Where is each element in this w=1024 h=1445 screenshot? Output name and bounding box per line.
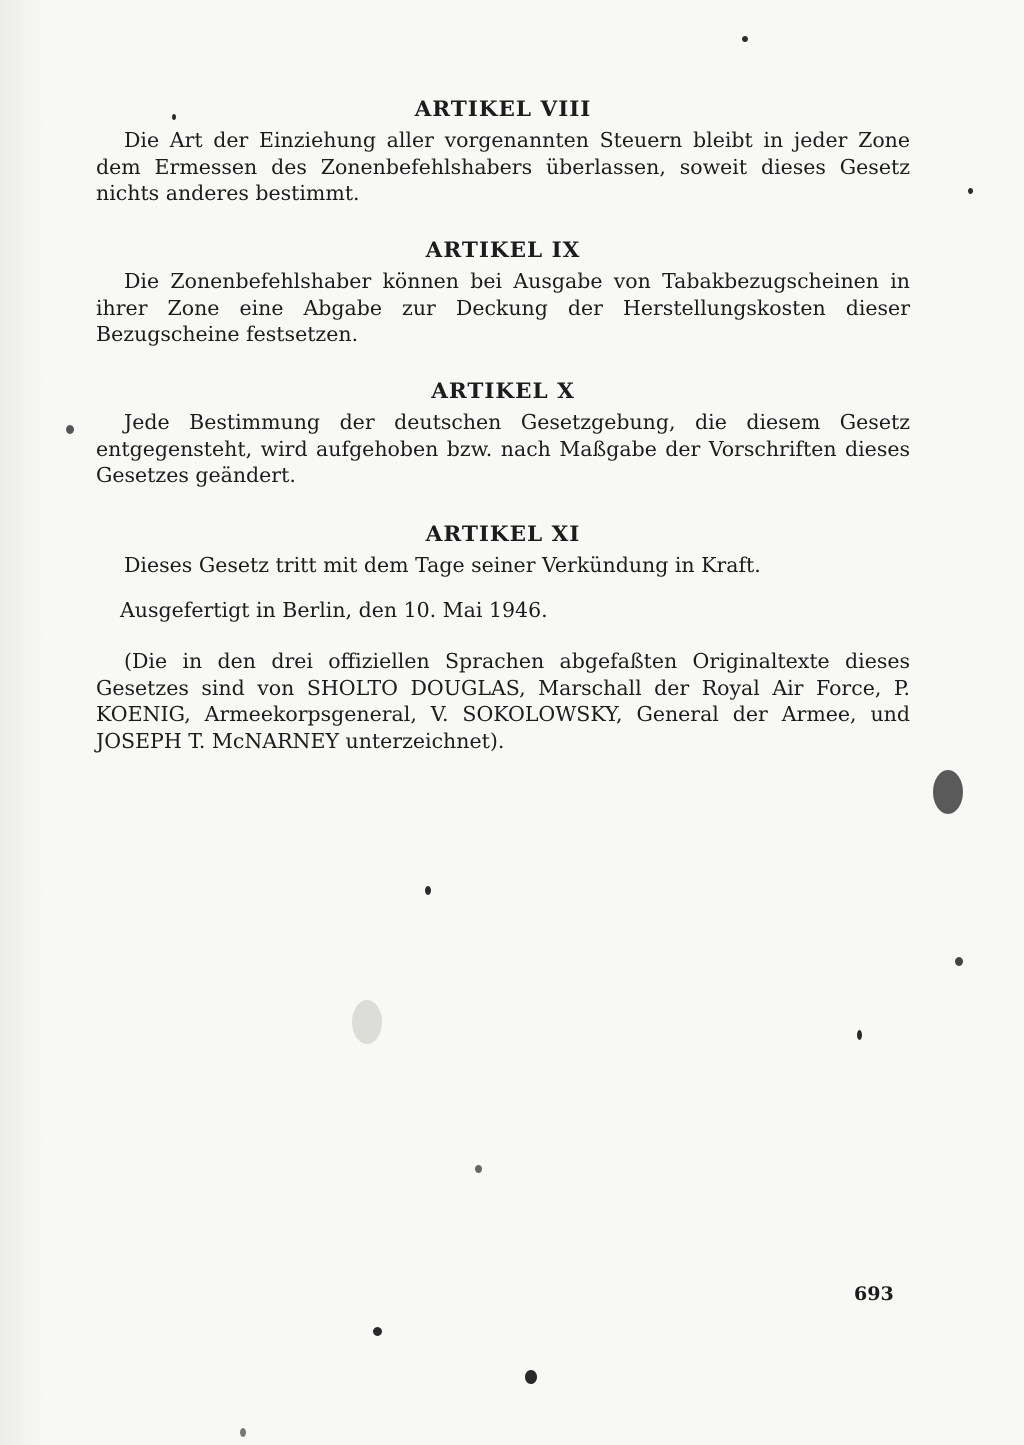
scan-speck	[742, 36, 748, 42]
article-heading: ARTIKEL VIII	[414, 97, 592, 122]
article-text: Die Zonenbefehlshaber können bei Ausgabe von Tabakbezugscheinen in ihrer Zone eine Abgabe zur Deckung der Herstellungskosten dieser Bezugscheine festsetzen.	[96, 269, 910, 346]
scan-edge-shadow	[0, 0, 46, 1445]
article-text: Dieses Gesetz tritt mit dem Tage seiner Verkündung in Kraft.	[124, 553, 761, 577]
article-heading: ARTIKEL XI	[425, 522, 581, 547]
article-viii	[96, 93, 910, 207]
scan-speck	[968, 188, 973, 194]
signatories-note	[96, 648, 910, 754]
scan-speck	[66, 425, 74, 434]
scan-speck	[525, 1370, 537, 1384]
page-number: 693	[854, 1283, 894, 1305]
article-x	[96, 375, 910, 489]
scan-stain	[933, 770, 963, 814]
article-xi	[96, 518, 910, 579]
article-heading: ARTIKEL IX	[425, 238, 581, 263]
article-text: Jede Bestimmung der deutschen Gesetzgebung, die diesem Gesetz entgegensteht, wird aufgehoben bzw. nach Maßgabe der Vorschriften dieses Gesetzes geändert.	[96, 410, 910, 487]
article-heading: ARTIKEL X	[431, 379, 575, 404]
article-text: Die Art der Einziehung aller vorgenannten Steuern bleibt in jeder Zone dem Ermessen des Zonenbefehlshabers überlassen, soweit dieses Gesetz nichts anderes bestimmt.	[96, 128, 910, 205]
scan-speck	[955, 957, 963, 966]
issue-date-line: Ausgefertigt in Berlin, den 10. Mai 1946.	[120, 598, 548, 622]
scan-speck	[172, 114, 176, 120]
note-text: (Die in den drei offiziellen Sprachen abgefaßten Originaltexte dieses Gesetzes sind von SHOLTO DOUGLAS, Marschall der Royal Air Force, P. KOENIG, Armeekorpsgeneral, V. SOKOLOWSKY, General der Armee, und JOSEPH T. McNARNEY unterzeichnet).	[96, 649, 910, 753]
scan-speck	[373, 1327, 382, 1336]
article-ix	[96, 234, 910, 348]
scan-speck	[475, 1165, 482, 1173]
scan-speck	[425, 886, 431, 895]
scan-stain	[352, 1000, 382, 1044]
scan-speck	[240, 1428, 246, 1437]
scan-speck	[857, 1030, 862, 1040]
